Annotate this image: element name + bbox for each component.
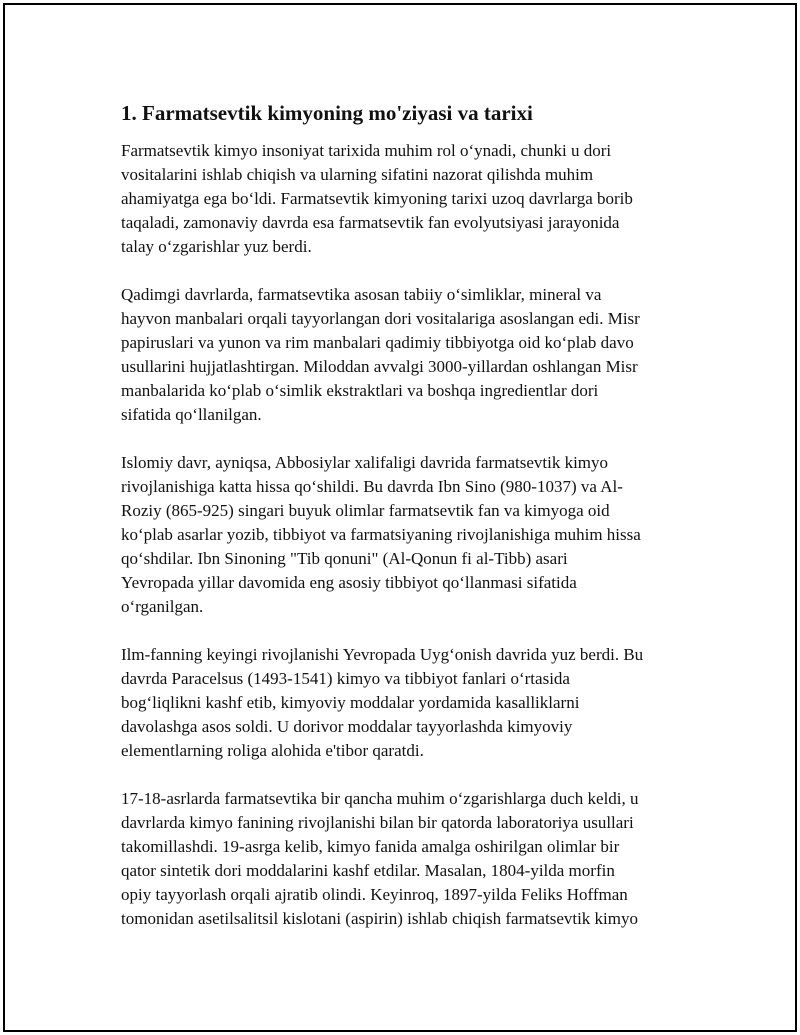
document-body bbox=[121, 99, 696, 955]
paragraph-line: ahamiyatga ega boʻldi. Farmatsevtik kimyoning tarixi uzoq davrlarga borib bbox=[121, 189, 633, 208]
paragraph-line: Yevropada yillar davomida eng asosiy tibbiyot qoʻllanmasi sifatida bbox=[121, 573, 577, 592]
paragraph-line: davrda Paracelsus (1493-1541) kimyo va tibbiyot fanlari oʻrtasida bbox=[121, 669, 570, 688]
paragraph-line: davrlarda kimyo fanining rivojlanishi bilan bir qatorda laboratoriya usullari bbox=[121, 813, 634, 832]
paragraph-line: usullarini hujjatlashtirgan. Miloddan avvalgi 3000-yillardan oshlangan Misr bbox=[121, 357, 638, 376]
paragraph-line: taqaladi, zamonaviy davrda esa farmatsevtik fan evolyutsiyasi jarayonida bbox=[121, 213, 620, 232]
document-title: 1. Farmatsevtik kimyoning mo'ziyasi va tarixi bbox=[121, 101, 533, 125]
paragraph-line: opiy tayyorlash orqali ajratib olindi. Keyinroq, 1897-yilda Feliks Hoffman bbox=[121, 885, 628, 904]
paragraph-line: rivojlanishiga katta hissa qoʻshildi. Bu davrda Ibn Sino (980-1037) va Al- bbox=[121, 477, 623, 496]
page-frame bbox=[3, 3, 797, 1032]
paragraph-line: tomonidan asetilsalitsil kislotani (aspirin) ishlab chiqish farmatsevtik kimyo bbox=[121, 909, 639, 928]
paragraph-line: Qadimgi davrlarda, farmatsevtika asosan tabiiy oʻsimliklar, mineral va bbox=[121, 285, 602, 304]
paragraph-line: qoʻshdilar. Ibn Sinoning "Tib qonuni" (Al-Qonun fi al-Tibb) asari bbox=[121, 549, 568, 568]
paragraph-line: sifatida qoʻllanilgan. bbox=[121, 405, 262, 424]
paragraph-line: Farmatsevtik kimyo insoniyat tarixida muhim rol oʻynadi, chunki u dori bbox=[121, 141, 612, 160]
paragraph-4 bbox=[121, 643, 696, 763]
paragraph-line: Islomiy davr, ayniqsa, Abbosiylar xalifaligi davrida farmatsevtik kimyo bbox=[121, 453, 609, 472]
paragraph-line: 17-18-asrlarda farmatsevtika bir qancha muhim oʻzgarishlarga duch keldi, u bbox=[121, 789, 639, 808]
paragraph-1 bbox=[121, 139, 696, 259]
paragraph-5 bbox=[121, 787, 696, 931]
paragraph-line: bogʻliqlikni kashf etib, kimyoviy moddalar yordamida kasalliklarni bbox=[121, 693, 580, 712]
paragraph-line: talay oʻzgarishlar yuz berdi. bbox=[121, 237, 312, 256]
paragraph-2 bbox=[121, 283, 696, 427]
paragraph-line: koʻplab asarlar yozib, tibbiyot va farmatsiyaning rivojlanishiga muhim hissa bbox=[121, 525, 641, 544]
paragraph-line: takomillashdi. 19-asrga kelib, kimyo fanida amalga oshirilgan olimlar bir bbox=[121, 837, 620, 856]
paragraph-line: hayvon manbalari orqali tayyorlangan dori vositalariga asoslangan edi. Misr bbox=[121, 309, 640, 328]
paragraph-line: manbalarida koʻplab oʻsimlik ekstraktlari va boshqa ingredientlar dori bbox=[121, 381, 599, 400]
paragraph-3 bbox=[121, 451, 696, 619]
paragraph-line: davolashga asos soldi. U dorivor moddalar tayyorlashda kimyoviy bbox=[121, 717, 573, 736]
paragraph-line: vositalarini ishlab chiqish va ularning sifatini nazorat qilishda muhim bbox=[121, 165, 594, 184]
paragraph-line: Ilm-fanning keyingi rivojlanishi Yevropada Uygʻonish davrida yuz berdi. Bu bbox=[121, 645, 644, 664]
paragraph-line: elementlarning roliga alohida e'tibor qaratdi. bbox=[121, 741, 424, 760]
paragraph-line: Roziy (865-925) singari buyuk olimlar farmatsevtik fan va kimyoga oid bbox=[121, 501, 610, 520]
paragraph-line: qator sintetik dori moddalarini kashf etdilar. Masalan, 1804-yilda morfin bbox=[121, 861, 615, 880]
paragraph-line: oʻrganilgan. bbox=[121, 597, 204, 616]
paragraph-line: papiruslari va yunon va rim manbalari qadimiy tibbiyotga oid koʻplab davo bbox=[121, 333, 634, 352]
